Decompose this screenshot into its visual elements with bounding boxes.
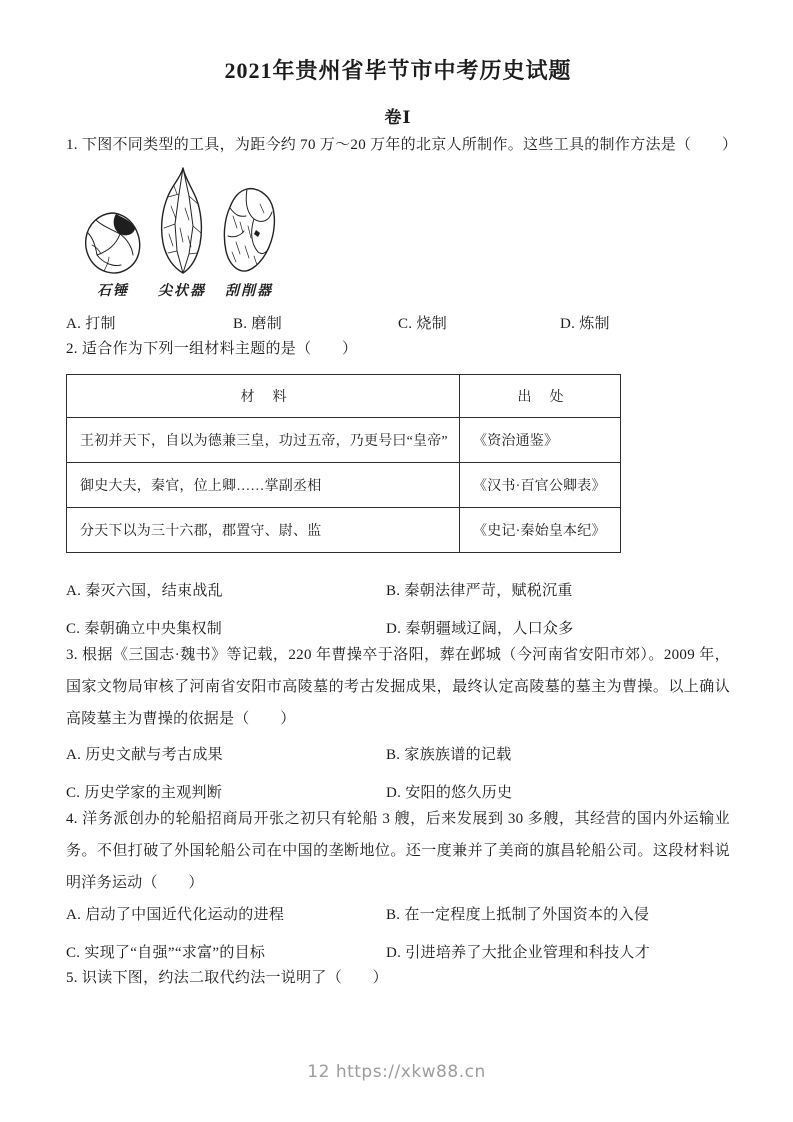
question-4-stem: 4. 洋务派创办的轮船招商局开张之初只有轮船 3 艘，后来发展到 30 多艘，其经营的国内外运输业务。不但打破了外国轮船公司在中国的垄断地位。还一度兼并了美商的旗昌轮船公司。这段材料说明洋务运动（ ）	[66, 811, 730, 891]
option-a: A. 历史文献与考古成果	[66, 747, 223, 763]
material-cell: 王初并天下，自以为德兼三皇，功过五帝，乃更号曰“皇帝”	[67, 418, 460, 463]
question-4-options	[66, 905, 730, 963]
source-cell: 《汉书·百官公卿表》	[460, 463, 621, 508]
option-d: D. 炼制	[560, 316, 610, 332]
option-b: B. 家族族谱的记载	[386, 747, 512, 763]
question-5	[66, 963, 730, 993]
option-d: D. 引进培养了大批企业管理和科技人才	[386, 945, 651, 961]
option-c: C. 实现了“自强”“求富”的目标	[66, 945, 266, 961]
option-c: C. 秦朝确立中央集权制	[66, 621, 223, 637]
stone-hammer	[82, 210, 144, 300]
material-cell: 分天下以为三十六郡，郡置守、尉、监	[67, 508, 460, 553]
pointed-tool-image	[154, 166, 210, 276]
section-heading: 卷Ⅰ	[384, 108, 412, 127]
option-a: A. 秦灭六国，结束战乱	[66, 583, 223, 599]
option-b: B. 在一定程度上抵制了外国资本的入侵	[386, 907, 650, 923]
table-row	[67, 418, 621, 463]
option-d: D. 秦朝疆域辽阔，人口众多	[386, 621, 574, 637]
option-b: B. 磨制	[233, 316, 283, 332]
column-header-source: 出 处	[460, 375, 621, 418]
source-cell: 《史记·秦始皇本纪》	[460, 508, 621, 553]
question-3	[66, 639, 730, 803]
stone-tools-figure	[82, 166, 730, 300]
option-d: D. 安阳的悠久历史	[386, 785, 513, 801]
question-2	[66, 334, 730, 639]
column-header-material: 材 料	[67, 375, 460, 418]
option-c: C. 烧制	[398, 316, 448, 332]
table-row	[67, 463, 621, 508]
materials-table	[66, 374, 621, 553]
stone-hammer-image	[82, 210, 144, 276]
option-b: B. 秦朝法律严苛，赋税沉重	[386, 583, 573, 599]
scraper-tool	[220, 186, 278, 300]
option-a: A. 打制	[66, 316, 116, 332]
option-a: A. 启动了中国近代化运动的进程	[66, 907, 285, 923]
question-5-stem: 5. 识读下图，约法二取代约法一说明了（ ）	[66, 970, 388, 986]
question-3-options	[66, 745, 730, 803]
question-2-stem: 2. 适合作为下列一组材料主题的是（ ）	[66, 341, 358, 357]
page-title: 2021年贵州省毕节市中考历史试题	[224, 58, 572, 83]
question-3-stem: 3. 根据《三国志·魏书》等记载，220 年曹操卒于洛阳，葬在邺城（今河南省安阳市郊）。2009 年，国家文物局审核了河南省安阳市高陵墓的考古发掘成果，最终认定高陵墓的墓主为曹操。以上确认高陵墓主为曹操的依据是（ ）	[66, 647, 730, 727]
option-c: C. 历史学家的主观判断	[66, 785, 223, 801]
table-header-row	[67, 375, 621, 418]
source-cell: 《资治通鉴》	[460, 418, 621, 463]
scraper-label: 刮削器	[225, 284, 273, 299]
pointed-tool	[154, 166, 210, 300]
scraper-image	[220, 186, 278, 276]
question-2-options	[66, 581, 730, 639]
question-1	[66, 130, 738, 334]
question-1-stem: 1. 下图不同类型的工具，为距今约 70 万～20 万年的北京人所制作。这些工具的制作方法是（ ）	[66, 137, 738, 153]
question-4	[66, 803, 730, 963]
pointed-tool-label: 尖状器	[158, 284, 206, 299]
question-1-options	[66, 314, 730, 334]
page-footer: 12 https://xkw88.cn	[307, 1062, 486, 1082]
material-cell: 御史大夫，秦官，位上卿……掌副丞相	[67, 463, 460, 508]
stone-hammer-label: 石锤	[97, 284, 129, 299]
table-row	[67, 508, 621, 553]
